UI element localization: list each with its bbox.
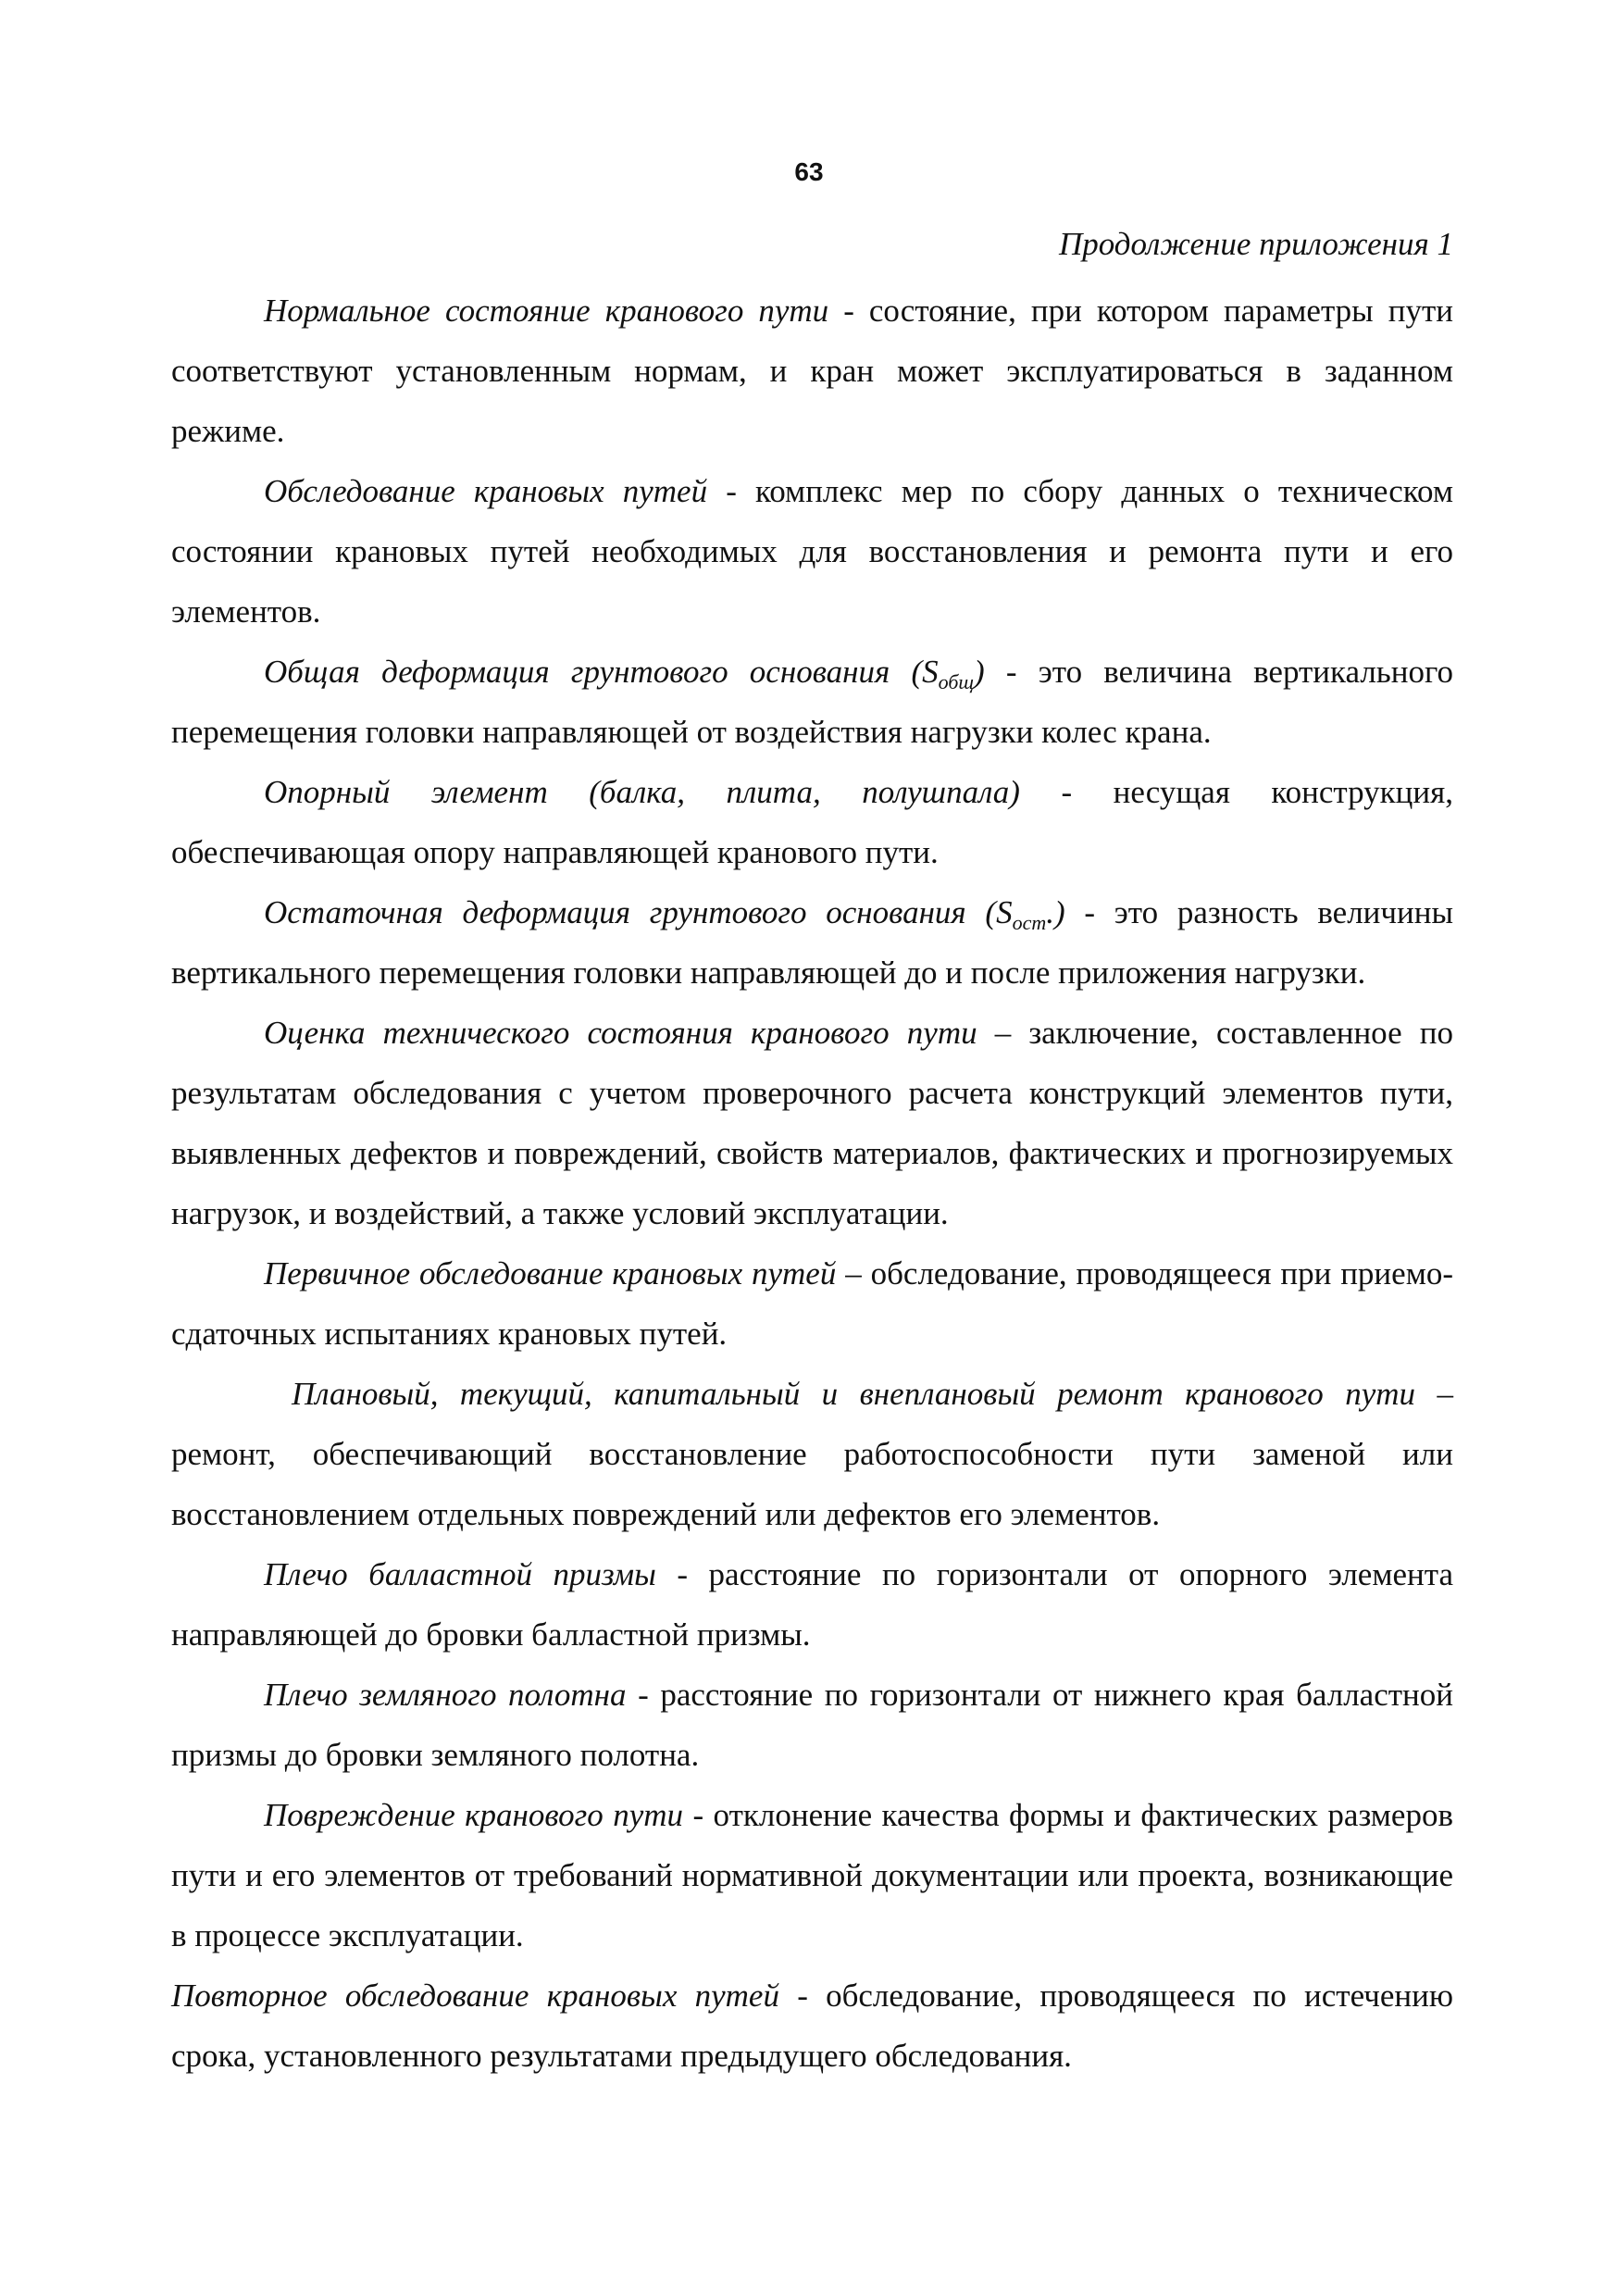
- glossary-entry: [171, 762, 1453, 882]
- glossary-term-closing: ): [974, 654, 985, 690]
- glossary-term: Обследование крановых путей: [264, 473, 708, 509]
- glossary-term-text: Общая деформация грунтового основания (S: [264, 654, 939, 690]
- glossary-definition: - состояние, при котором параметры пути соответствуют установленным нормам, и кран может эксплуатироваться в заданном режиме.: [171, 293, 1453, 449]
- appendix-continuation-label: Продолжение приложения 1: [1058, 226, 1453, 262]
- glossary-term: [264, 894, 1065, 934]
- glossary-term: Плечо балластной призмы: [264, 1556, 656, 1592]
- glossary-definition: - несущая конструкция, обеспечивающая опору направляющей кранового пути.: [171, 774, 1453, 870]
- glossary-entry: [171, 1785, 1453, 1965]
- glossary-term: Нормальное состояние кранового пути: [264, 293, 829, 329]
- glossary-term: Первичное обследование крановых путей: [264, 1255, 837, 1292]
- glossary-definition: - отклонение качества формы и фактических размеров пути и его элементов от требований нормативной документации или проекта, возникающие в процессе эксплуатации.: [171, 1797, 1453, 1953]
- glossary-term-subscript: общ: [938, 670, 975, 693]
- glossary-definition: - расстояние по горизонтали от нижнего края балластной призмы до бровки земляного полотна.: [171, 1677, 1453, 1773]
- glossary-term: Повреждение кранового пути: [264, 1797, 684, 1833]
- glossary-content: [171, 281, 1453, 2086]
- glossary-entry: [171, 1965, 1453, 2086]
- glossary-entry: [171, 1665, 1453, 1785]
- glossary-term-text: Остаточная деформация грунтового основания (S: [264, 894, 1013, 930]
- glossary-term: Повторное обследование крановых путей: [171, 1978, 779, 2014]
- glossary-term: Плановый, текущий, капитальный и внеплановый ремонт кранового пути: [292, 1376, 1416, 1412]
- glossary-definition: – заключение, составленное по результатам обследования с учетом проверочного расчета конструкций элементов пути, выявленных дефектов и повреждений, свойств материалов, фактических и прогнозируемых нагрузок, и воздействий, а также условий эксплуатации.: [171, 1015, 1453, 1231]
- glossary-definition: - это величина вертикального перемещения головки направляющей от воздействия нагрузки колес крана.: [171, 654, 1453, 750]
- glossary-term: [264, 654, 985, 693]
- glossary-definition: – обследование, проводящееся при приемо-сдаточных испытаниях крановых путей.: [171, 1255, 1454, 1352]
- glossary-entry: [171, 461, 1453, 642]
- glossary-definition: – ремонт, обеспечивающий восстановление работоспособности пути заменой или восстановлением отдельных повреждений или дефектов его элементов.: [171, 1376, 1454, 1532]
- glossary-definition: - это разность величины вертикального перемещения головки направляющей до и после приложения нагрузки.: [171, 894, 1453, 991]
- glossary-term: Оценка технического состояния кранового пути: [264, 1015, 977, 1051]
- glossary-entry: [171, 1364, 1453, 1544]
- glossary-term: Опорный элемент (балка, плита, полушпала): [264, 774, 1020, 810]
- glossary-entry: [171, 1003, 1453, 1243]
- glossary-entry: [171, 1243, 1453, 1364]
- glossary-entry: [171, 281, 1453, 461]
- glossary-entry: [171, 1544, 1453, 1665]
- glossary-entry: [171, 642, 1453, 762]
- glossary-definition: - расстояние по горизонтали от опорного элемента направляющей до бровки балластной призмы.: [171, 1556, 1453, 1653]
- glossary-term-closing: .): [1046, 894, 1065, 930]
- glossary-term-subscript: ост: [1012, 911, 1047, 934]
- glossary-definition: - обследование, проводящееся по истечению срока, установленного результатами предыдущего обследования.: [171, 1978, 1453, 2074]
- glossary-entry: [171, 882, 1453, 1003]
- glossary-term: Плечо земляного полотна: [264, 1677, 627, 1713]
- glossary-definition: - комплекс мер по сбору данных о техническом состоянии крановых путей необходимых для восстановления и ремонта пути и его элементов.: [171, 473, 1453, 630]
- page-number: 63: [794, 157, 824, 186]
